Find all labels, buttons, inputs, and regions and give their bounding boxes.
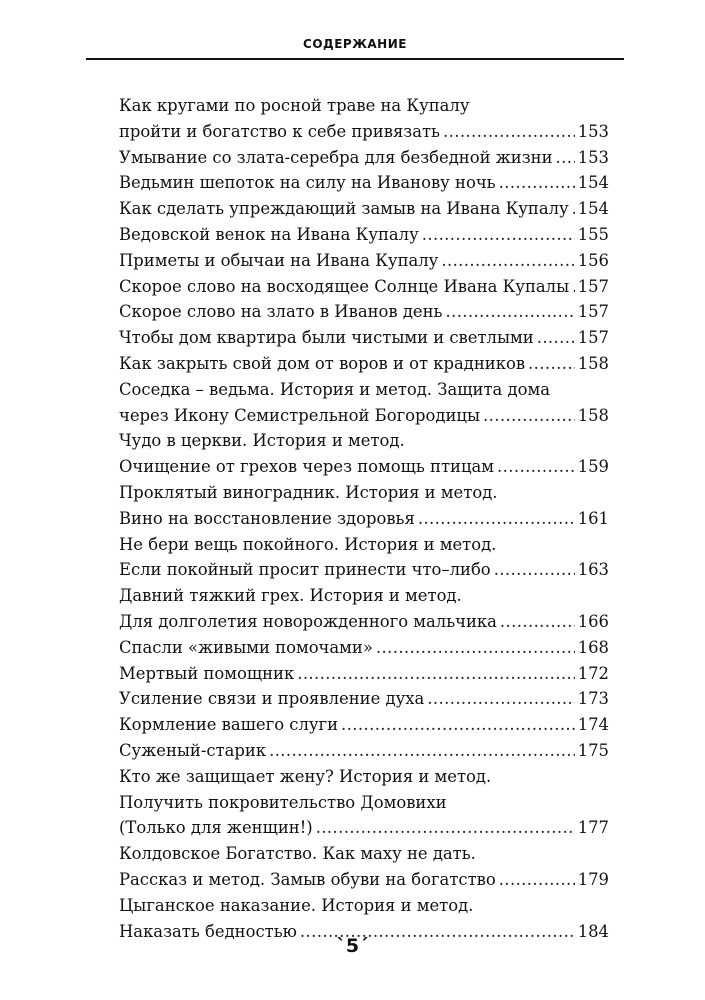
toc-entry-title: через Икону Семистрельной Богородицы — [119, 405, 481, 425]
toc-dot-leader — [269, 738, 575, 764]
toc-entry-page: 163 — [577, 560, 609, 580]
toc-dot-leader — [341, 712, 575, 738]
toc-entry-page: 153 — [577, 121, 609, 141]
toc-entry — [119, 93, 609, 119]
toc-entry — [119, 738, 609, 764]
toc-entry-page: 174 — [577, 715, 609, 735]
toc-entry — [119, 893, 609, 919]
toc-entry-title: Ведьмин шепоток на силу на Иванову ночь — [119, 173, 496, 193]
toc-dot-leader — [316, 815, 575, 841]
toc-entry — [119, 248, 609, 274]
toc-entry-title: Не бери вещь покойного. История и метод. — [119, 534, 497, 554]
toc-entry — [119, 841, 609, 867]
toc-entry-page: 157 — [577, 276, 609, 296]
toc-entry-title: Наказать бедностью — [119, 921, 297, 941]
toc-dot-leader — [494, 557, 575, 583]
toc-dot-leader — [497, 454, 575, 480]
toc-dot-leader — [572, 274, 575, 300]
toc-entry-page: 168 — [577, 637, 609, 657]
toc-entry-page: 166 — [577, 611, 609, 631]
toc-dot-leader — [441, 248, 574, 274]
toc-entry-title: Спасли «живыми помочами» — [119, 637, 373, 657]
toc-entry-page: 179 — [577, 869, 609, 889]
toc-entry — [119, 712, 609, 738]
toc-entry-title: Кто же защищает жену? История и метод. — [119, 766, 492, 786]
toc-entry-title: (Только для женщин!) — [119, 818, 313, 838]
toc-entry-page: 172 — [577, 663, 609, 683]
toc-entry-page: 157 — [577, 302, 609, 322]
toc-entry-title: Колдовское Богатство. Как маху не дать. — [119, 844, 476, 864]
table-of-contents — [119, 93, 609, 944]
toc-entry — [119, 532, 609, 558]
toc-entry — [119, 196, 609, 222]
toc-dot-leader — [427, 686, 574, 712]
toc-entry-title: Суженый-старик — [119, 740, 267, 760]
toc-dot-leader — [556, 145, 575, 171]
toc-entry-title: Давний тяжкий грех. История и метод. — [119, 586, 462, 606]
toc-entry-title: Цыганское наказание. История и метод. — [119, 895, 474, 915]
toc-entry-title: Кормление вашего слуги — [119, 715, 339, 735]
toc-dot-leader — [418, 506, 575, 532]
toc-entry-title: Ведовской венок на Ивана Купалу — [119, 224, 419, 244]
toc-entry — [119, 661, 609, 687]
toc-entry — [119, 299, 609, 325]
page-title: СОДЕРЖАНИЕ — [303, 37, 407, 51]
toc-dot-leader — [499, 170, 575, 196]
toc-entry — [119, 764, 609, 790]
toc-entry-title: Рассказ и метод. Замыв обуви на богатство — [119, 869, 496, 889]
toc-entry — [119, 506, 609, 532]
toc-dot-leader — [443, 119, 575, 145]
page-number: `5´ — [336, 935, 369, 957]
toc-dot-leader — [572, 196, 575, 222]
toc-dot-leader — [500, 609, 575, 635]
toc-entry-page: 184 — [577, 921, 609, 941]
toc-entry-page: 153 — [577, 147, 609, 167]
toc-entry-page: 158 — [577, 405, 609, 425]
toc-entry-title: Получить покровительство Домовихи — [119, 792, 447, 812]
toc-entry — [119, 609, 609, 635]
toc-entry-page: 159 — [577, 457, 609, 477]
toc-entry-title: Как сделать упреждающий замыв на Ивана Купалу — [119, 199, 569, 219]
toc-entry — [119, 686, 609, 712]
toc-dot-leader — [297, 661, 575, 687]
toc-entry — [119, 145, 609, 171]
toc-entry-title: пройти и богатство к себе привязать — [119, 121, 440, 141]
toc-entry-title: Чтобы дом квартира были чистыми и светлыми — [119, 328, 534, 348]
toc-entry-title: Очищение от грехов через помощь птицам — [119, 457, 495, 477]
toc-dot-leader — [483, 403, 575, 429]
toc-dot-leader — [445, 299, 574, 325]
toc-dot-leader — [376, 635, 575, 661]
toc-entry — [119, 557, 609, 583]
toc-dot-leader — [528, 351, 575, 377]
toc-entry — [119, 790, 609, 816]
toc-entry-title: Для долголетия новорожденного мальчика — [119, 611, 497, 631]
header-rule — [86, 58, 624, 60]
toc-entry-title: Скорое слово на восходящее Солнце Ивана Купалы — [119, 276, 570, 296]
toc-entry-title: Мертвый помощник — [119, 663, 295, 683]
toc-entry-page: 155 — [577, 224, 609, 244]
toc-entry — [119, 325, 609, 351]
toc-entry — [119, 428, 609, 454]
toc-entry — [119, 222, 609, 248]
toc-entry-page: 173 — [577, 689, 609, 709]
toc-entry-title: Скорое слово на злато в Иванов день — [119, 302, 443, 322]
toc-entry-title: Усиление связи и проявление духа — [119, 689, 425, 709]
toc-entry-title: Как закрыть свой дом от воров и от крадников — [119, 353, 526, 373]
toc-entry-title: Как кругами по росной траве на Купалу — [119, 96, 470, 115]
toc-entry — [119, 867, 609, 893]
toc-entry — [119, 480, 609, 506]
toc-entry-page: 175 — [577, 740, 609, 760]
toc-entry — [119, 583, 609, 609]
toc-entry — [119, 274, 609, 300]
toc-entry-title: Проклятый виноградник. История и метод. — [119, 482, 498, 502]
toc-entry-page: 157 — [577, 328, 609, 348]
toc-dot-leader — [422, 222, 575, 248]
toc-dot-leader — [499, 867, 575, 893]
toc-entry-page: 156 — [577, 250, 609, 270]
toc-entry — [119, 454, 609, 480]
toc-entry-page: 158 — [577, 353, 609, 373]
toc-entry — [119, 351, 609, 377]
page-header — [86, 34, 624, 60]
toc-entry-page: 161 — [577, 508, 609, 528]
toc-entry-page: 177 — [577, 818, 609, 838]
toc-entry — [119, 377, 609, 403]
toc-entry-title: Соседка – ведьма. История и метод. Защита дома — [119, 379, 550, 399]
toc-entry — [119, 815, 609, 841]
toc-entry-title: Умывание со злата-серебра для безбедной жизни — [119, 147, 553, 167]
toc-entry — [119, 119, 609, 145]
toc-entry-page: 154 — [577, 199, 609, 219]
toc-entry — [119, 170, 609, 196]
toc-entry-title: Приметы и обычаи на Ивана Купалу — [119, 250, 439, 270]
toc-dot-leader — [537, 325, 575, 351]
toc-entry — [119, 635, 609, 661]
toc-entry-title: Если покойный просит принести что–либо — [119, 560, 491, 580]
toc-entry-title: Чудо в церкви. История и метод. — [119, 431, 405, 451]
toc-entry-title: Вино на восстановление здоровья — [119, 508, 415, 528]
toc-entry-page: 154 — [577, 173, 609, 193]
toc-entry — [119, 403, 609, 429]
